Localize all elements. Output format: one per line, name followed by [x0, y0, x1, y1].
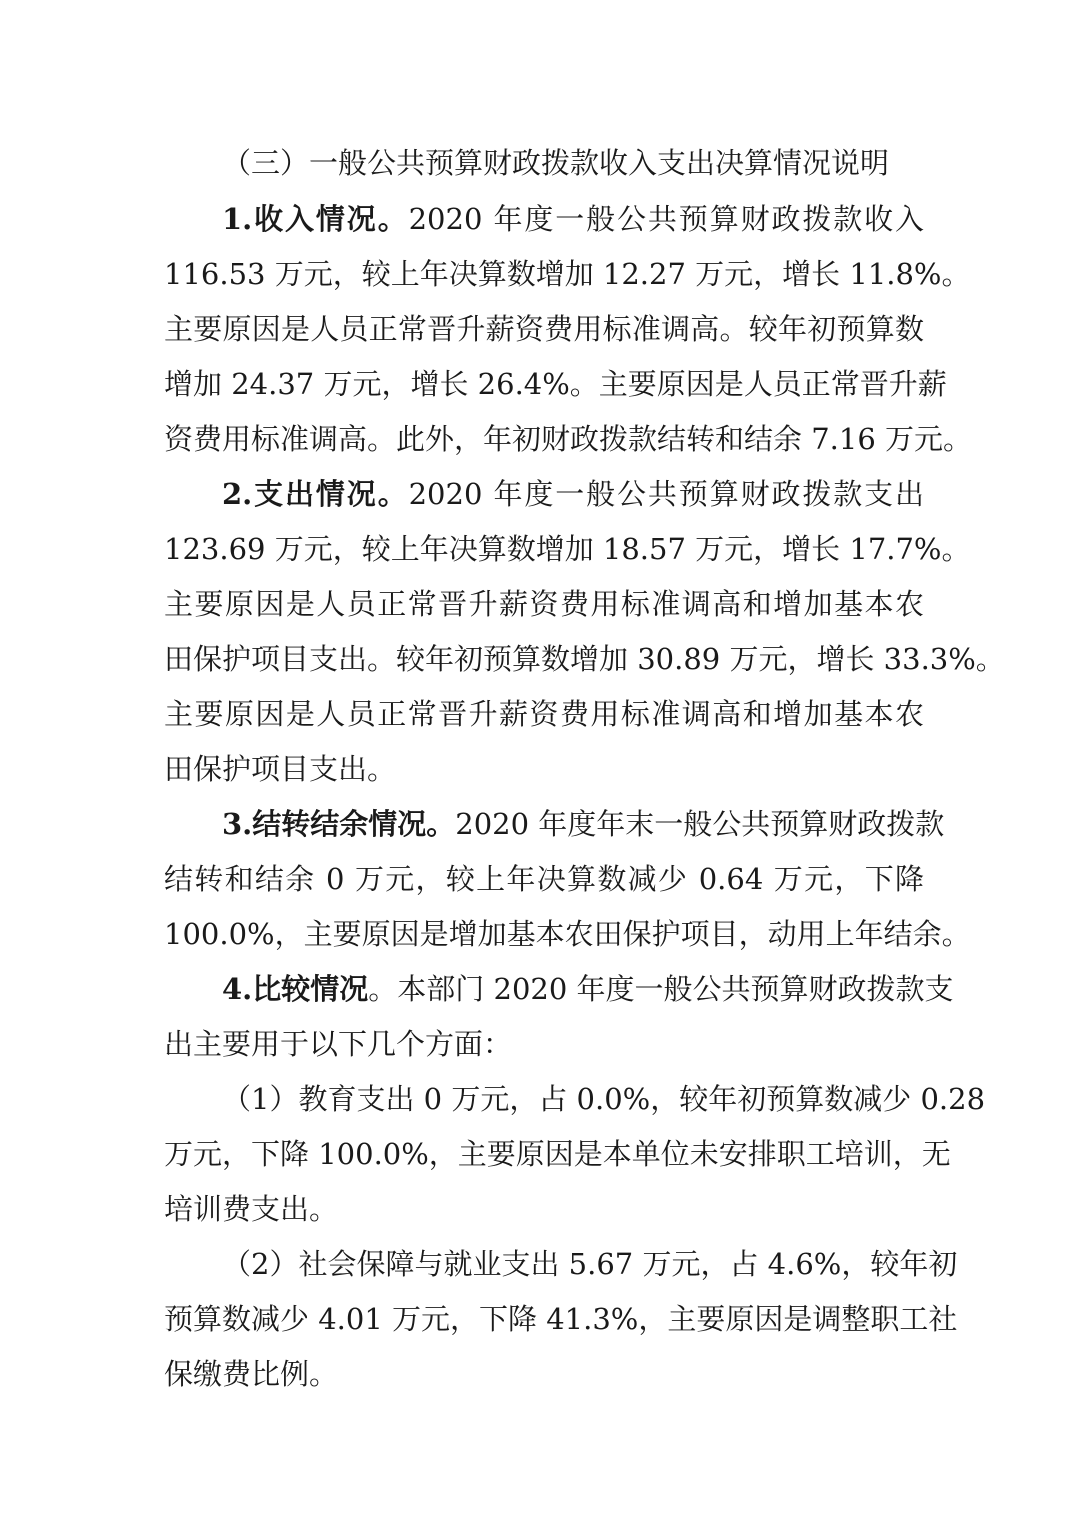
comparison-text-1: 。本部门 2020 年度一般公共预算财政拨款支: [368, 972, 954, 1006]
expenditure-text-1: 2020 年度一般公共预算财政拨款支出: [408, 477, 924, 511]
expenditure-line-6: 田保护项目支出。: [164, 752, 397, 786]
income-line-4: 增加 24.37 万元，增长 26.4%。主要原因是人员正常晋升薪: [164, 367, 947, 401]
expenditure-line-5: 主要原因是人员正常晋升薪资费用标准调高和增加基本农: [164, 697, 924, 731]
carryover-line-2: 结转和结余 0 万元，较上年决算数减少 0.64 万元，下降: [164, 862, 924, 896]
income-line-5: 资费用标准调高。此外，年初财政拨款结转和结余 7.16 万元。: [164, 422, 973, 456]
item2-line-1: （2）社会保障与就业支出 5.67 万元，占 4.6%，较年初: [222, 1247, 958, 1281]
expenditure-line-4: 田保护项目支出。较年初预算数增加 30.89 万元，增长 33.3%。: [164, 642, 1005, 676]
item1-line-2: 万元，下降 100.0%，主要原因是本单位未安排职工培训，无: [164, 1137, 951, 1171]
comparison-line-1: [222, 969, 954, 1009]
carryover-line-1: [222, 804, 945, 844]
income-line-1: [222, 199, 924, 239]
expenditure-line-1: [222, 474, 924, 514]
income-label: 1.收入情况。: [222, 202, 409, 236]
comparison-label: 4.比较情况: [222, 972, 369, 1006]
carryover-text-1: 2020 年度年末一般公共预算财政拨款: [455, 807, 945, 841]
income-line-2: 116.53 万元，较上年决算数增加 12.27 万元，增长 11.8%。: [164, 257, 971, 291]
carryover-label: 3.结转结余情况。: [222, 807, 456, 841]
expenditure-label: 2.支出情况。: [222, 477, 409, 511]
income-line-3: 主要原因是人员正常晋升薪资费用标准调高。较年初预算数: [164, 312, 924, 346]
expenditure-line-2: 123.69 万元，较上年决算数增加 18.57 万元，增长 17.7%。: [164, 532, 971, 566]
item2-line-2: 预算数减少 4.01 万元，下降 41.3%，主要原因是调整职工社: [164, 1302, 958, 1336]
item1-line-1: （1）教育支出 0 万元，占 0.0%，较年初预算数减少 0.28: [222, 1082, 986, 1116]
income-text-1: 2020 年度一般公共预算财政拨款收入: [408, 202, 924, 236]
carryover-line-3: 100.0%，主要原因是增加基本农田保护项目，动用上年结余。: [164, 917, 971, 951]
item1-line-3: 培训费支出。: [164, 1192, 339, 1226]
expenditure-line-3: 主要原因是人员正常晋升薪资费用标准调高和增加基本农: [164, 587, 924, 621]
item2-line-3: 保缴费比例。: [164, 1357, 339, 1391]
comparison-line-2: 出主要用于以下几个方面：: [164, 1027, 513, 1061]
section-title: （三）一般公共预算财政拨款收入支出决算情况说明: [222, 146, 890, 180]
